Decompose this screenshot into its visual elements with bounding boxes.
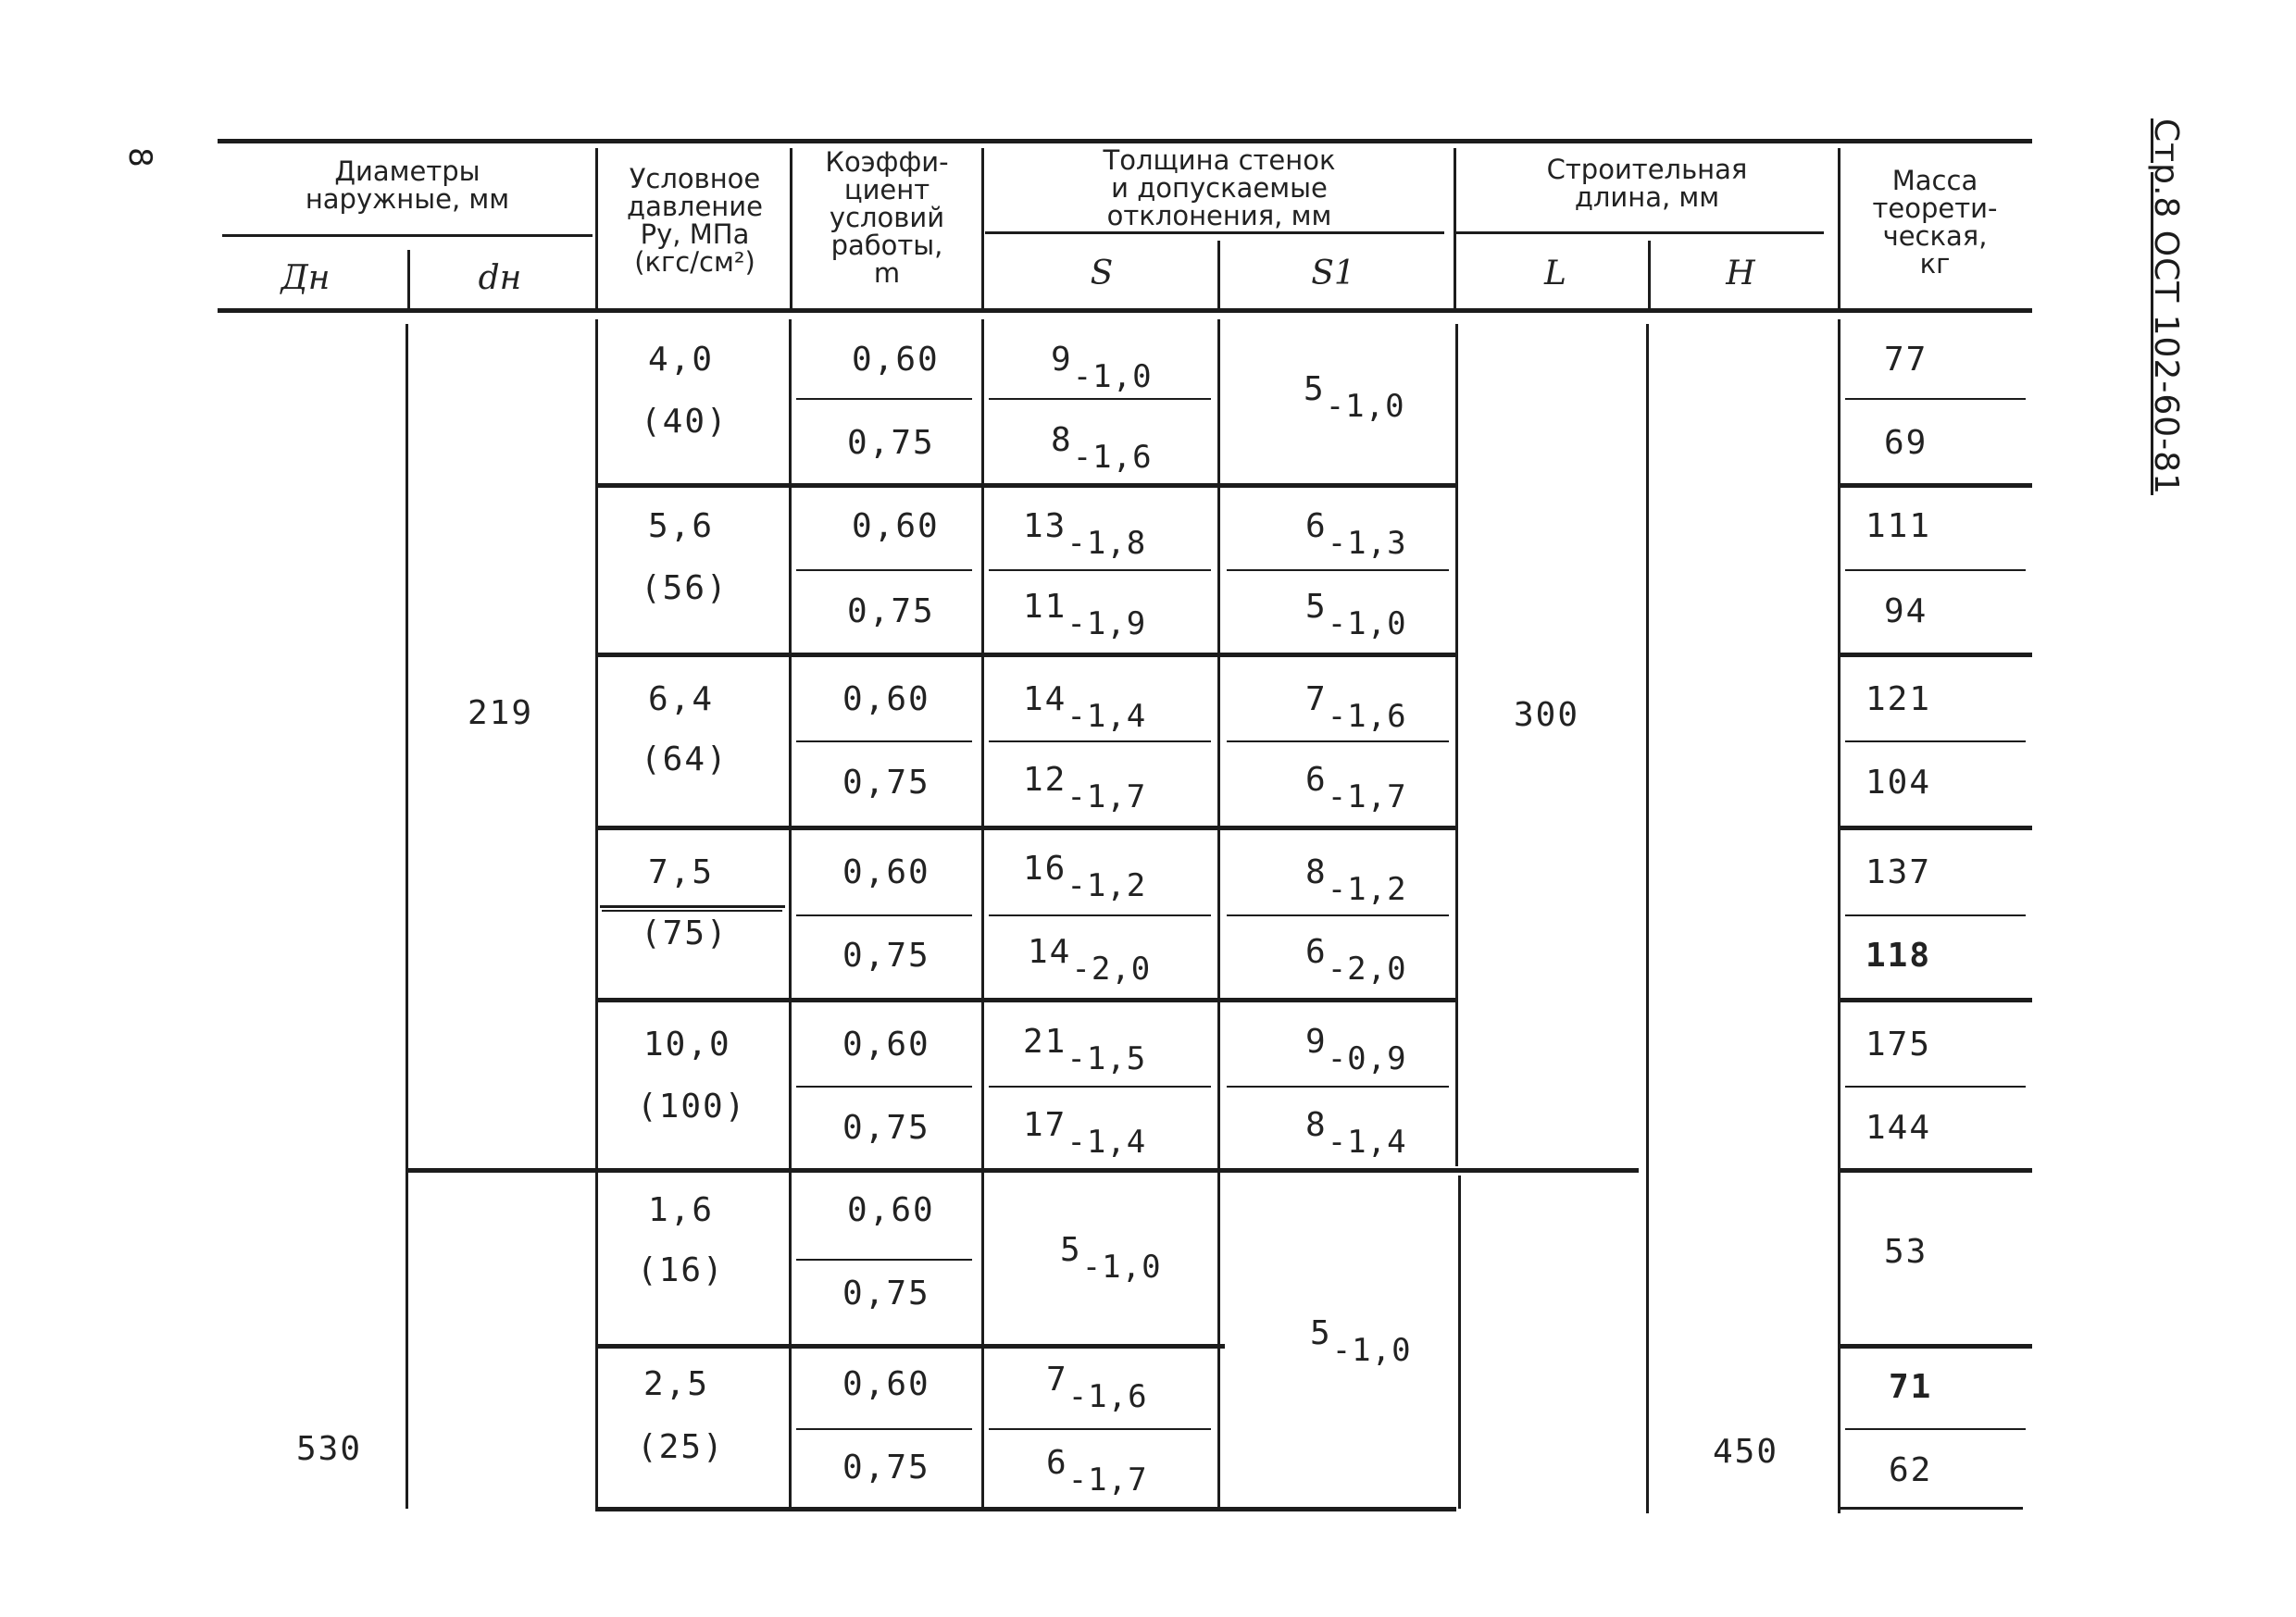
dn-value: 530 bbox=[296, 1430, 363, 1468]
d-small-value: 219 bbox=[468, 694, 534, 732]
header-coef-line2: циент bbox=[843, 174, 930, 205]
wall-s-number: 16 bbox=[1023, 850, 1067, 888]
wall-s-value bbox=[1051, 341, 1153, 395]
wall-s-value bbox=[1023, 680, 1147, 735]
pressure-kgf-value: (64) bbox=[641, 740, 729, 778]
wall-s1-number: 8 bbox=[1305, 1106, 1328, 1144]
wall-s1-tolerance: -1,6 bbox=[1327, 698, 1407, 735]
coef-value: 0,60 bbox=[842, 680, 930, 718]
mass-value: 118 bbox=[1866, 937, 1932, 975]
wall-s1-number: 5 bbox=[1310, 1314, 1332, 1352]
coef-value: 0,75 bbox=[842, 764, 930, 802]
wall-s1-value bbox=[1305, 1023, 1407, 1077]
mass-value: 71 bbox=[1889, 1368, 1933, 1406]
wall-s1-value bbox=[1305, 761, 1407, 815]
wall-s-value bbox=[1028, 933, 1152, 988]
wall-s1-number: 6 bbox=[1305, 761, 1328, 799]
pressure-value: 4,0 bbox=[648, 341, 715, 379]
header-L: L bbox=[1544, 255, 1566, 292]
wall-s1-value bbox=[1305, 680, 1407, 735]
wall-s1-value bbox=[1305, 507, 1407, 562]
wall-s-tolerance: -1,5 bbox=[1067, 1040, 1147, 1077]
wall-s-tolerance: -1,6 bbox=[1072, 439, 1153, 476]
wall-s1-tolerance: -0,9 bbox=[1327, 1040, 1407, 1077]
coef-value: 0,60 bbox=[842, 1365, 930, 1403]
wall-s1-number: 8 bbox=[1305, 853, 1328, 891]
header-s1: S1 bbox=[1311, 255, 1355, 292]
wall-s-value bbox=[1046, 1444, 1148, 1499]
wall-s-tolerance: -1,7 bbox=[1067, 1462, 1148, 1499]
pressure-kgf-value: (75) bbox=[641, 914, 729, 952]
coef-value: 0,75 bbox=[842, 1275, 930, 1312]
header-pressure-line3: Pу, МПа bbox=[640, 218, 750, 250]
header-d-small: dн bbox=[478, 259, 522, 297]
length-H-value: 450 bbox=[1713, 1433, 1779, 1471]
wall-s-value bbox=[1046, 1361, 1148, 1415]
wall-s-number: 14 bbox=[1028, 933, 1072, 971]
header-coef-line1: Коэффи- bbox=[825, 146, 949, 178]
coef-value: 0,75 bbox=[842, 937, 930, 975]
header-mass-line4: кг bbox=[1919, 248, 1951, 280]
wall-s-value bbox=[1060, 1231, 1162, 1286]
wall-s-number: 11 bbox=[1023, 588, 1067, 626]
wall-s-number: 7 bbox=[1046, 1361, 1068, 1399]
header-wall-line3: отклонения, мм bbox=[1106, 200, 1332, 231]
mass-value: 137 bbox=[1866, 853, 1932, 891]
pressure-kgf-value: (25) bbox=[637, 1428, 725, 1466]
coef-value: 0,60 bbox=[842, 853, 930, 891]
mass-value: 69 bbox=[1884, 424, 1928, 462]
wall-s1-tolerance: -1,4 bbox=[1327, 1124, 1407, 1161]
wall-s1-value bbox=[1305, 933, 1407, 988]
pressure-kgf-value: (40) bbox=[641, 403, 729, 441]
wall-s-value bbox=[1051, 421, 1153, 476]
wall-s-value bbox=[1023, 850, 1147, 904]
mass-value: 175 bbox=[1866, 1026, 1932, 1063]
mass-value: 94 bbox=[1884, 592, 1928, 630]
header-mass bbox=[1842, 167, 2028, 278]
pressure-value: 6,4 bbox=[648, 680, 715, 718]
wall-s-number: 8 bbox=[1051, 421, 1073, 459]
length-L-value: 300 bbox=[1514, 696, 1580, 734]
wall-s-tolerance: -1,9 bbox=[1067, 605, 1147, 642]
wall-s1-tolerance: -1,0 bbox=[1325, 388, 1405, 425]
header-coef-line3: условий bbox=[829, 202, 945, 233]
header-coefficient bbox=[792, 148, 981, 287]
wall-s-value bbox=[1023, 588, 1147, 642]
wall-s-value bbox=[1023, 1106, 1147, 1161]
document-side-title: Стр.8 ОСТ 102-60-81 bbox=[2147, 118, 2185, 495]
header-length bbox=[1457, 155, 1837, 211]
header-length-line1: Строительная bbox=[1546, 154, 1748, 185]
pressure-value: 7,5 bbox=[648, 853, 715, 891]
header-wall-line1: Толщина стенок bbox=[1103, 144, 1336, 176]
coef-value: 0,60 bbox=[842, 1026, 930, 1063]
header-pressure-line4: (кгс/см²) bbox=[634, 246, 755, 278]
wall-s-tolerance: -1,0 bbox=[1081, 1249, 1162, 1286]
header-wall-line2: и допускаемые bbox=[1111, 172, 1328, 204]
wall-s-number: 12 bbox=[1023, 761, 1067, 799]
wall-s-tolerance: -1,6 bbox=[1067, 1378, 1148, 1415]
wall-s-tolerance: -1,4 bbox=[1067, 1124, 1147, 1161]
wall-s1-number: 7 bbox=[1305, 680, 1328, 718]
wall-s-tolerance: -2,0 bbox=[1071, 951, 1152, 988]
header-mass-line1: Масса bbox=[1891, 165, 1978, 196]
wall-s-tolerance: -1,7 bbox=[1067, 778, 1147, 815]
wall-s-tolerance: -1,4 bbox=[1067, 698, 1147, 735]
header-s: S bbox=[1090, 255, 1114, 292]
wall-s-number: 17 bbox=[1023, 1106, 1067, 1144]
wall-s-tolerance: -1,0 bbox=[1072, 358, 1153, 395]
header-wall-thickness bbox=[985, 146, 1454, 230]
wall-s1-tolerance: -2,0 bbox=[1327, 951, 1407, 988]
coef-value: 0,75 bbox=[847, 592, 935, 630]
header-mass-line2: теорети- bbox=[1872, 193, 1998, 224]
wall-s1-number: 9 bbox=[1305, 1023, 1328, 1061]
wall-s1-value bbox=[1304, 370, 1405, 425]
header-coef-line4: работы, bbox=[830, 230, 943, 261]
wall-s1-number: 6 bbox=[1305, 507, 1328, 545]
mass-value: 144 bbox=[1866, 1109, 1932, 1147]
mass-value: 62 bbox=[1889, 1451, 1933, 1489]
header-pressure bbox=[600, 165, 790, 276]
header-H: H bbox=[1726, 255, 1755, 292]
wall-s-number: 5 bbox=[1060, 1231, 1082, 1269]
header-mass-line3: ческая, bbox=[1882, 220, 1988, 252]
wall-s1-value bbox=[1305, 588, 1407, 642]
pressure-kgf-value: (100) bbox=[637, 1088, 747, 1126]
wall-s1-value bbox=[1305, 1106, 1407, 1161]
pressure-value: 10,0 bbox=[643, 1026, 731, 1063]
header-pressure-line2: давление bbox=[627, 191, 763, 222]
mass-value: 53 bbox=[1884, 1233, 1928, 1271]
wall-s1-tolerance: -1,0 bbox=[1331, 1332, 1412, 1369]
wall-s-tolerance: -1,8 bbox=[1067, 525, 1147, 562]
header-pressure-line1: Условное bbox=[629, 163, 761, 194]
mass-value: 104 bbox=[1866, 764, 1932, 802]
wall-s-number: 13 bbox=[1023, 507, 1067, 545]
wall-s1-value bbox=[1305, 853, 1407, 908]
header-length-line2: длина, мм bbox=[1574, 181, 1720, 213]
wall-s-value bbox=[1023, 507, 1147, 562]
pressure-kgf-value: (16) bbox=[637, 1251, 725, 1289]
page-number: 8 bbox=[120, 147, 158, 168]
coef-value: 0,60 bbox=[847, 1191, 935, 1229]
wall-s1-tolerance: -1,7 bbox=[1327, 778, 1407, 815]
wall-s1-tolerance: -1,2 bbox=[1327, 871, 1407, 908]
pressure-value: 5,6 bbox=[648, 507, 715, 545]
pressure-kgf-value: (56) bbox=[641, 569, 729, 607]
wall-s-number: 6 bbox=[1046, 1444, 1068, 1482]
header-coef-line5: m bbox=[873, 257, 901, 289]
coef-value: 0,75 bbox=[847, 424, 935, 462]
wall-s1-value bbox=[1310, 1314, 1412, 1369]
pressure-value: 1,6 bbox=[648, 1191, 715, 1229]
mass-value: 111 bbox=[1866, 507, 1932, 545]
wall-s1-tolerance: -1,3 bbox=[1327, 525, 1407, 562]
coef-value: 0,75 bbox=[842, 1109, 930, 1147]
wall-s-value bbox=[1023, 761, 1147, 815]
coef-value: 0,60 bbox=[852, 341, 940, 379]
coef-value: 0,60 bbox=[852, 507, 940, 545]
wall-s1-tolerance: -1,0 bbox=[1327, 605, 1407, 642]
wall-s1-number: 5 bbox=[1304, 370, 1326, 408]
wall-s1-number: 6 bbox=[1305, 933, 1328, 971]
wall-s-number: 21 bbox=[1023, 1023, 1067, 1061]
wall-s-tolerance: -1,2 bbox=[1067, 867, 1147, 904]
wall-s-value bbox=[1023, 1023, 1147, 1077]
coef-value: 0,75 bbox=[842, 1449, 930, 1486]
wall-s-number: 14 bbox=[1023, 680, 1067, 718]
wall-s-number: 9 bbox=[1051, 341, 1073, 379]
mass-value: 121 bbox=[1866, 680, 1932, 718]
wall-s1-number: 5 bbox=[1305, 588, 1328, 626]
header-diameters: Диаметры наружные, мм bbox=[305, 155, 510, 215]
pressure-value: 2,5 bbox=[643, 1365, 710, 1403]
header-dn: Дн bbox=[281, 259, 331, 297]
mass-value: 77 bbox=[1884, 341, 1928, 379]
